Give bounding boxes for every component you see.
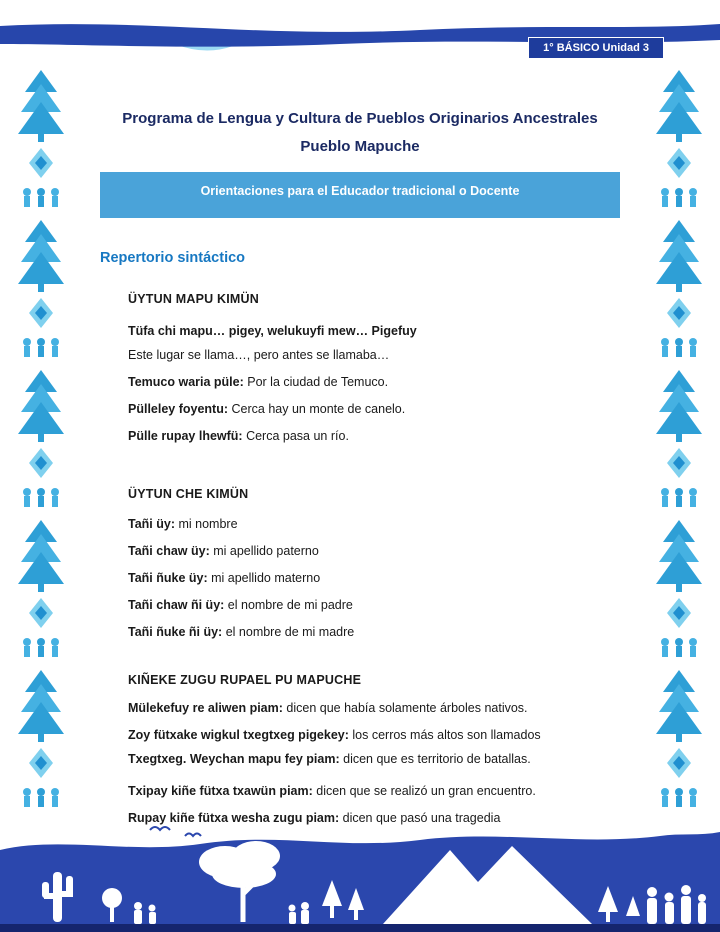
line-rest: el nombre de mi padre (224, 598, 353, 612)
text-line (128, 402, 620, 416)
text-line (128, 571, 620, 585)
line-rest: Cerca pasa un río. (242, 429, 349, 443)
line-lead: Pülle rupay lhewfü: (128, 429, 243, 443)
line-rest: los cerros más altos son llamados (348, 728, 541, 742)
text-line (128, 728, 620, 742)
line-lead: Txipay kiñe fütxa txawün piam: (128, 784, 313, 798)
line-rest: Este lugar se llama…, pero antes se llamaba… (128, 348, 390, 362)
line-rest: Cerca hay un monte de canelo. (228, 402, 406, 416)
text-line (128, 429, 620, 443)
landscape-graphic (0, 820, 720, 932)
totem-pattern-icon (14, 66, 68, 818)
line-lead: Mülekefuy re aliwen piam: (128, 701, 283, 715)
text-line (128, 752, 620, 766)
subsection-heading: ÜYTUN MAPU KIMÜN (128, 292, 259, 306)
line-rest: el nombre de mi madre (222, 625, 355, 639)
line-rest: dicen que es territorio de batallas. (339, 752, 531, 766)
line-lead: Tañi üy: (128, 517, 175, 531)
line-rest: dicen que se realizó un gran encuentro. (312, 784, 536, 798)
line-lead: Tañi chaw üy: (128, 544, 210, 558)
grade-unit-badge: 1° BÁSICO Unidad 3 (528, 37, 664, 59)
subsection-heading: ÜYTUN CHE KIMÜN (128, 487, 249, 501)
line-lead: Tañi ñuke ñi üy: (128, 625, 223, 639)
line-lead: Tañi chaw ñi üy: (128, 598, 225, 612)
text-line (128, 625, 620, 639)
text-line (128, 348, 620, 362)
text-line (128, 375, 620, 389)
program-subtitle: Pueblo Mapuche (300, 138, 420, 155)
line-rest: mi apellido materno (207, 571, 321, 585)
line-rest: dicen que pasó una tragedia (339, 811, 501, 825)
section-kineke-zugu (128, 673, 620, 825)
landscape-illustration (0, 820, 720, 932)
section-uytun-mapu-kimun (128, 292, 620, 443)
text-line (128, 784, 620, 798)
text-line (128, 544, 620, 558)
top-wave-graphic (0, 0, 720, 70)
section-uytun-che-kimun (128, 487, 620, 639)
right-border-ornament (652, 66, 706, 818)
program-title: Programa de Lengua y Cultura de Pueblos Originarios Ancestrales (122, 110, 598, 127)
line-rest: dicen que había solamente árboles nativos. (282, 701, 528, 715)
text-line (128, 324, 620, 338)
orientation-banner: Orientaciones para el Educador tradicional o Docente (100, 172, 620, 218)
text-line (128, 517, 620, 531)
subsection-heading: KIÑEKE ZUGU RUPAEL PU MAPUCHE (128, 673, 362, 687)
text-line (128, 598, 620, 612)
totem-pattern-icon (652, 66, 706, 818)
line-lead: Rupay kiñe fütxa wesha zugu piam: (128, 811, 340, 825)
line-lead: Temuco waria püle: (128, 375, 244, 389)
page-section-title: Repertorio sintáctico (100, 250, 246, 266)
text-line (128, 701, 620, 715)
line-rest: mi apellido paterno (209, 544, 319, 558)
line-lead: Tüfa chi mapu… pigey, welukuyfi mew… Pigefuy (128, 324, 417, 338)
top-wave-band (0, 0, 720, 70)
line-lead: Txegtxeg. Weychan mapu fey piam: (128, 752, 340, 766)
line-lead: Zoy fütxake wigkul txegtxeg pigekey: (128, 728, 349, 742)
left-border-ornament (14, 66, 68, 818)
line-rest: mi nombre (175, 517, 238, 531)
document-page (100, 110, 620, 825)
line-lead: Tañi ñuke üy: (128, 571, 208, 585)
line-lead: Pülleley foyentu: (128, 402, 229, 416)
line-rest: Por la ciudad de Temuco. (243, 375, 389, 389)
